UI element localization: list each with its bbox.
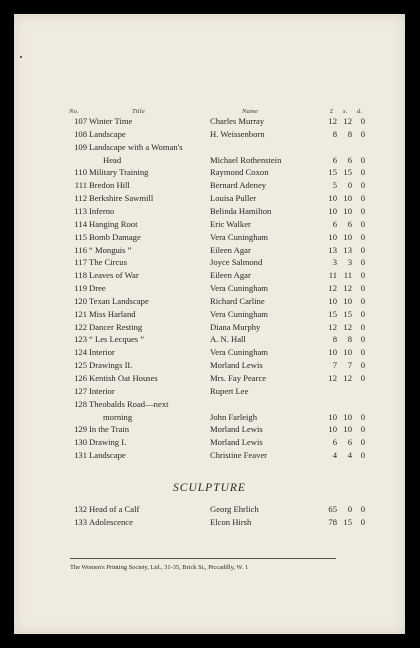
- artist-name: Morland Lewis: [210, 437, 263, 448]
- entry-title: Dree: [89, 283, 106, 294]
- entry-title: Texan Landscape: [89, 295, 149, 306]
- entry-title: morning: [103, 411, 133, 422]
- catalogue-entry: [14, 423, 405, 436]
- price-pounds: 10: [328, 347, 337, 358]
- price-pence: 0: [360, 504, 365, 514]
- price-pence: 0: [360, 373, 365, 383]
- entry-number: 119: [74, 283, 87, 294]
- price-shillings: 0: [347, 180, 352, 191]
- price-pence: 0: [360, 257, 365, 268]
- catalogue-entry: [14, 154, 405, 167]
- entry-title: Adolescence: [89, 517, 133, 527]
- entry-number: 124: [74, 347, 87, 358]
- entry-number: 128: [74, 398, 87, 409]
- catalogue-entry: [14, 359, 405, 372]
- entry-number: 117: [74, 257, 87, 268]
- catalogue-page: [14, 14, 405, 634]
- catalogue-entry: [14, 346, 405, 359]
- price-pence: 0: [360, 231, 365, 242]
- price-shillings: 10: [343, 295, 352, 306]
- entry-number: 126: [74, 373, 87, 383]
- entry-number: 131: [74, 450, 87, 461]
- entry-title: Landscape: [89, 128, 126, 139]
- price-pounds: 7: [332, 360, 337, 371]
- entry-number: 107: [74, 116, 87, 126]
- entry-number: 122: [74, 321, 87, 332]
- price-shillings: 7: [347, 360, 352, 371]
- entry-title: “ Monguis ”: [89, 244, 132, 255]
- price-shillings: 15: [343, 308, 352, 319]
- price-shillings: 4: [347, 450, 352, 461]
- sculpture-heading: SCULPTURE: [173, 482, 246, 494]
- price-pence: 0: [360, 193, 365, 204]
- entry-title: Head: [103, 154, 122, 165]
- price-shillings: 12: [343, 373, 352, 383]
- artist-name: Eric Walker: [210, 218, 251, 229]
- entry-title: Landscape with a Woman's: [89, 141, 183, 152]
- catalogue-entry: [14, 205, 405, 218]
- footer-rule: [70, 558, 336, 559]
- entry-title: Dancer Resting: [89, 321, 143, 332]
- catalogue-entry: [14, 218, 405, 231]
- entry-number: 132: [74, 504, 87, 514]
- price-shillings: 13: [343, 244, 352, 255]
- price-pence: 0: [360, 154, 365, 165]
- price-pounds: 4: [332, 450, 337, 461]
- catalogue-entry: [14, 295, 405, 308]
- entry-number: 123: [74, 334, 87, 345]
- entry-number: 129: [74, 424, 87, 435]
- price-pence: 0: [360, 205, 365, 216]
- entry-title: Miss Harland: [89, 308, 136, 319]
- price-shillings: 12: [343, 321, 352, 332]
- entry-number: 110: [74, 167, 87, 178]
- entry-number: 108: [74, 128, 87, 139]
- artist-name: Morland Lewis: [210, 424, 263, 435]
- entry-title: Bredon Hill: [89, 180, 130, 191]
- entry-number: 133: [74, 517, 87, 527]
- price-shillings: 10: [343, 411, 352, 422]
- price-pounds: 15: [328, 308, 337, 319]
- price-shillings: 0: [347, 504, 352, 514]
- entry-number: 116: [74, 244, 87, 255]
- price-pounds: 10: [328, 193, 337, 204]
- price-pounds: 65: [328, 504, 337, 514]
- price-pounds: 13: [328, 244, 337, 255]
- header-shillings: s.: [343, 108, 348, 115]
- catalogue-entry: [14, 333, 405, 346]
- price-pounds: 11: [328, 270, 337, 281]
- catalogue-entry: [14, 166, 405, 179]
- catalogue-entry: [14, 436, 405, 449]
- entry-number: 113: [74, 205, 87, 216]
- catalogue-entry: [14, 115, 405, 128]
- catalogue-entry: [14, 516, 405, 529]
- catalogue-entry: [14, 282, 405, 295]
- artist-name: H. Weissenborn: [210, 128, 265, 139]
- price-shillings: 12: [343, 283, 352, 294]
- price-pence: 0: [360, 244, 365, 255]
- artist-name: Vera Cuningham: [210, 308, 268, 319]
- price-pounds: 6: [332, 154, 337, 165]
- catalogue-entry: [14, 231, 405, 244]
- catalogue-entry: [14, 398, 405, 411]
- price-pence: 0: [360, 116, 365, 126]
- price-pence: 0: [360, 411, 365, 422]
- price-shillings: 15: [343, 517, 352, 527]
- artist-name: Raymond Coxon: [210, 167, 269, 178]
- price-pence: 0: [360, 167, 365, 178]
- catalogue-entry: [14, 256, 405, 269]
- price-shillings: 10: [343, 424, 352, 435]
- entry-title: The Circus: [89, 257, 127, 268]
- price-pence: 0: [360, 424, 365, 435]
- artist-name: John Farleigh: [210, 411, 258, 422]
- price-pounds: 10: [328, 295, 337, 306]
- price-shillings: 10: [343, 347, 352, 358]
- price-pence: 0: [360, 347, 365, 358]
- artist-name: Joyce Salmond: [210, 257, 263, 268]
- price-pence: 0: [360, 517, 365, 527]
- price-shillings: 10: [343, 205, 352, 216]
- price-pounds: 8: [332, 128, 337, 139]
- entry-number: 114: [74, 218, 87, 229]
- entry-title: Bomb Damage: [89, 231, 141, 242]
- artist-name: Vera Cuningham: [210, 347, 268, 358]
- artist-name: Charles Murray: [210, 116, 265, 126]
- entry-number: 109: [74, 141, 87, 152]
- printer-imprint: The Women's Printing Society, Ltd., 31-35, Brick St., Piccadilly, W. 1: [70, 564, 249, 571]
- artist-name: Louisa Puller: [210, 193, 257, 204]
- entry-title: Berkshire Sawmill: [89, 193, 154, 204]
- header-no: No.: [69, 108, 80, 115]
- price-pounds: 6: [332, 218, 337, 229]
- artist-name: Michael Rothenstein: [210, 154, 282, 165]
- entry-title: Kentish Oat Houses: [89, 373, 158, 383]
- price-pence: 0: [360, 283, 365, 294]
- price-pounds: 78: [328, 517, 337, 527]
- price-shillings: 6: [347, 154, 352, 165]
- price-pence: 0: [360, 437, 365, 448]
- price-pence: 0: [360, 180, 365, 191]
- catalogue-entry: [14, 192, 405, 205]
- entry-title: Theobalds Road—next: [89, 398, 169, 409]
- price-shillings: 15: [343, 167, 352, 178]
- artist-name: Mrs. Fay Pearce: [210, 373, 267, 383]
- price-pence: 0: [360, 360, 365, 371]
- entry-title: In the Train: [89, 424, 130, 435]
- artist-name: Eileen Agar: [210, 270, 251, 281]
- catalogue-entry: [14, 503, 405, 516]
- artist-name: Georg Ehrlich: [210, 504, 259, 514]
- entry-title: Interior: [89, 385, 115, 396]
- price-pence: 0: [360, 308, 365, 319]
- entry-title: Military Training: [89, 167, 149, 178]
- price-pence: 0: [360, 450, 365, 461]
- price-pence: 0: [360, 295, 365, 306]
- catalogue-entry: [14, 372, 405, 385]
- entry-title: Drawings II.: [89, 360, 133, 371]
- price-pounds: 12: [328, 116, 337, 126]
- price-shillings: 6: [347, 437, 352, 448]
- entry-number: 125: [74, 360, 87, 371]
- artist-name: Morland Lewis: [210, 360, 263, 371]
- ink-speck: [20, 56, 22, 58]
- price-shillings: 12: [343, 116, 352, 126]
- catalogue-entry: [14, 385, 405, 398]
- entry-title: Hanging Root: [89, 218, 138, 229]
- entry-title: Inferno: [89, 205, 115, 216]
- artist-name: Bernard Adeney: [210, 180, 267, 191]
- price-pounds: 12: [328, 373, 337, 383]
- header-pence: d.: [357, 108, 363, 115]
- price-pounds: 12: [328, 321, 337, 332]
- price-shillings: 8: [347, 334, 352, 345]
- price-pounds: 10: [328, 411, 337, 422]
- price-shillings: 3: [347, 257, 352, 268]
- entry-title: Winter Time: [89, 116, 133, 126]
- entry-number: 111: [74, 180, 87, 191]
- artist-name: A. N. Hall: [210, 334, 246, 345]
- price-shillings: 10: [343, 231, 352, 242]
- entry-title: Head of a Calf: [89, 504, 140, 514]
- catalogue-entry: [14, 321, 405, 334]
- price-pounds: 8: [332, 334, 337, 345]
- catalogue-entry: [14, 179, 405, 192]
- entry-title: Landscape: [89, 450, 126, 461]
- entry-number: 115: [74, 231, 87, 242]
- entry-title: Drawing I.: [89, 437, 127, 448]
- catalogue-entry: [14, 449, 405, 462]
- header-title: Title: [132, 108, 146, 115]
- entry-number: 112: [74, 193, 87, 204]
- artist-name: Vera Cuningham: [210, 283, 268, 294]
- price-pounds: 6: [332, 437, 337, 448]
- entry-number: 121: [74, 308, 87, 319]
- catalogue-entry: [14, 141, 405, 154]
- price-pounds: 5: [332, 180, 337, 191]
- artist-name: Eileen Agar: [210, 244, 251, 255]
- header-name: Name: [242, 108, 259, 115]
- price-shillings: 8: [347, 128, 352, 139]
- artist-name: Vera Cuningham: [210, 231, 268, 242]
- entry-title: Interior: [89, 347, 115, 358]
- entry-number: 118: [74, 270, 87, 281]
- header-pounds: £: [330, 108, 334, 115]
- artist-name: Rupert Lee: [210, 385, 249, 396]
- artist-name: Christine Feaver: [210, 450, 268, 461]
- price-pounds: 15: [328, 167, 337, 178]
- entry-number: 130: [74, 437, 87, 448]
- catalogue-entry: [14, 244, 405, 257]
- catalogue-entry: [14, 269, 405, 282]
- price-shillings: 11: [343, 270, 352, 281]
- catalogue-entry: [14, 308, 405, 321]
- price-pence: 0: [360, 334, 365, 345]
- entry-number: 127: [74, 385, 87, 396]
- price-pounds: 10: [328, 205, 337, 216]
- artist-name: Diana Murphy: [210, 321, 261, 332]
- price-pence: 0: [360, 128, 365, 139]
- entry-title: Leaves of War: [89, 270, 139, 281]
- price-shillings: 10: [343, 193, 352, 204]
- artist-name: Elcon Hirsh: [210, 517, 252, 527]
- artist-name: Belinda Hamilton: [210, 205, 272, 216]
- price-pounds: 12: [328, 283, 337, 294]
- price-pounds: 3: [332, 257, 337, 268]
- price-shillings: 6: [347, 218, 352, 229]
- price-pence: 0: [360, 321, 365, 332]
- price-pence: 0: [360, 270, 365, 281]
- price-pounds: 10: [328, 231, 337, 242]
- artist-name: Richard Carline: [210, 295, 265, 306]
- price-pence: 0: [360, 218, 365, 229]
- entry-number: 120: [74, 295, 87, 306]
- price-pounds: 10: [328, 424, 337, 435]
- entry-title: “ Les Lecques ”: [89, 334, 145, 345]
- catalogue-entry: [14, 128, 405, 141]
- catalogue-entry: [14, 411, 405, 424]
